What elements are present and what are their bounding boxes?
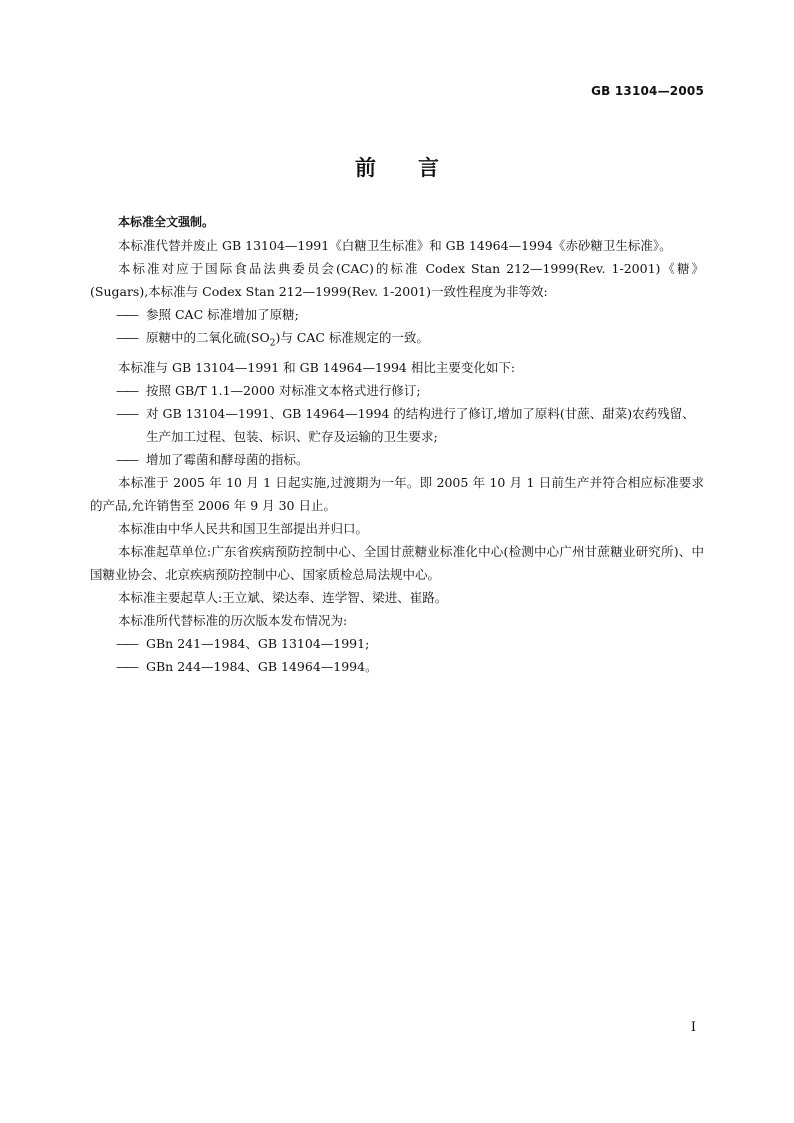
dash-item-6: —— GBn 241—1984、GB 13104—1991; — [116, 635, 370, 651]
paragraph-changes: 本标准与 GB 13104—1991 和 GB 14964—1994 相比主要变化如下: — [118, 359, 516, 375]
page-title — [0, 152, 794, 182]
foreword-body — [90, 211, 704, 678]
paragraph-history: 本标准所代替标准的历次版本发布情况为: — [118, 612, 348, 628]
paragraph-replaces: 本标准代替并废止 GB 13104—1991《白糖卫生标准》和 GB 14964—1994《赤砂糖卫生标准》。 — [118, 238, 672, 253]
dash-item-1: —— 参照 CAC 标准增加了原糖; — [116, 307, 299, 322]
dash-item-3: —— 按照 GB/T 1.1—2000 对标准文本格式进行修订; — [116, 382, 421, 398]
standard-code: GB 13104—2005 — [591, 84, 704, 98]
dash-item-4: —— 对 GB 13104—1991、GB 14964—1994 的结构进行了修订,增加了原料(甘蔗、甜菜)农药残留、 — [116, 405, 695, 421]
paragraph-drafting-units: 本标准起草单位:广东省疾病预防控制中心、全国甘蔗糖业标准化中心(检测中心广州甘蔗糖业研究所)、中国糖业协会、北京疾病预防控制中心、国家质检总局法规中心。 — [90, 543, 704, 582]
dash-item-4-continuation: 生产加工过程、包装、标识、贮存及运输的卫生要求; — [146, 428, 438, 444]
paragraph-correspondence: 本标准对应于国际食品法典委员会(CAC)的标准 Codex Stan 212—1999(Rev. 1-2001)《糖》(Sugars),本标准与 Codex Stan 212—1999(Rev. 1-2001)一致性程度为非等效: — [90, 261, 704, 299]
paragraph-drafters: 本标准主要起草人:王立斌、梁达奉、连学智、梁进、崔路。 — [118, 589, 448, 605]
dash-item-7: —— GBn 244—1984、GB 14964—1994。 — [116, 658, 378, 674]
title-char-2: 言 — [418, 155, 439, 180]
paragraph-implementation: 本标准于 2005 年 10 月 1 日起实施,过渡期为一年。即 2005 年 10 月 1 日前生产并符合相应标准要求的产品,允许销售至 2006 年 9 月 30 日止。 — [90, 474, 704, 513]
dash-item-5: —— 增加了霉菌和酵母菌的指标。 — [116, 451, 309, 467]
paragraph-mandatory: 本标准全文强制。 — [118, 215, 215, 229]
title-char-1: 前 — [355, 155, 376, 180]
dash-item-2: —— 原糖中的二氧化硫$(SO_2)$与 CAC 标准规定的一致。 — [116, 330, 429, 349]
page-number: I — [690, 1020, 696, 1035]
paragraph-proposer: 本标准由中华人民共和国卫生部提出并归口。 — [118, 520, 369, 536]
